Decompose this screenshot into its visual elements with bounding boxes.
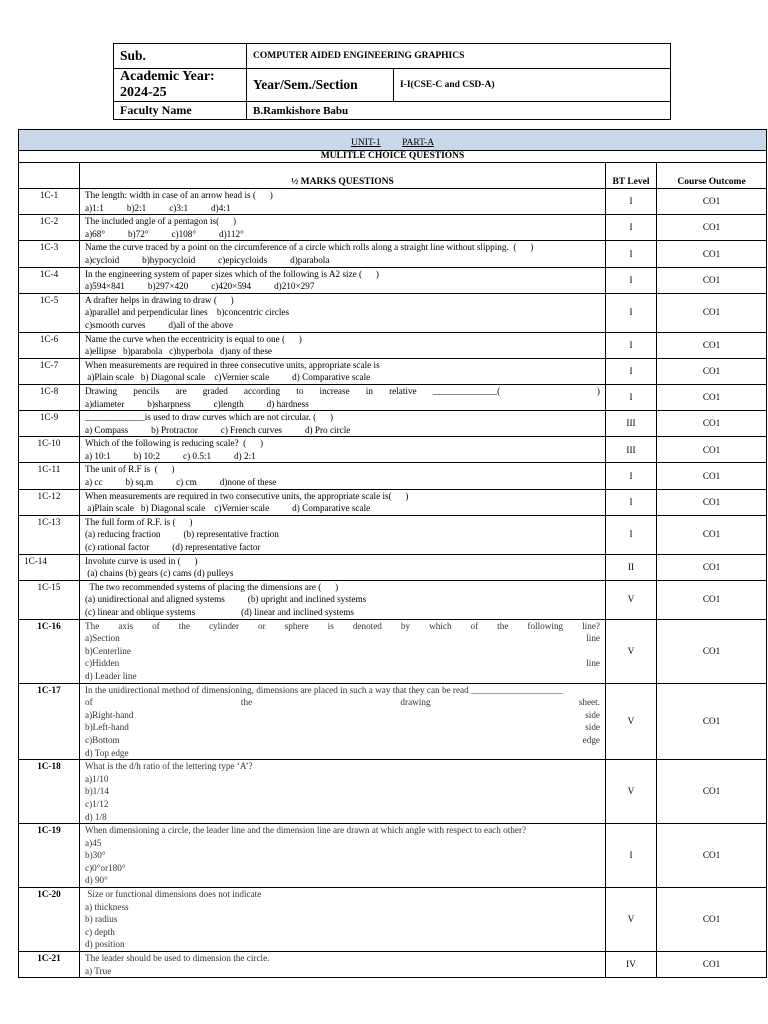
question-row [19, 888, 767, 952]
course-outcome: CO1 [657, 189, 767, 215]
question-option: c)0°or180° [85, 862, 126, 873]
course-outcome: CO1 [657, 888, 767, 952]
bt-level: II [606, 554, 657, 580]
question-stem: Name the curve when the eccentricity is equal to one ( ) [85, 333, 302, 344]
question-number: 1C-7 [19, 358, 80, 384]
question-option: (a) chains (b) gears (c) cams (d) pulleys [85, 568, 234, 579]
question-option: (c) linear and oblique systems (d) linear and inclined systems [85, 607, 354, 617]
bt-level: I [606, 293, 657, 332]
faculty-value: B.Ramkishore Babu [247, 102, 671, 120]
question-option: of the drawing sheet. [85, 697, 600, 708]
question-text [80, 437, 606, 463]
question-stem: What is the d/h ratio of the lettering type ‘A’? [85, 761, 253, 772]
bt-level: I [606, 515, 657, 554]
questions-table [18, 129, 767, 978]
course-outcome: CO1 [657, 332, 767, 358]
question-option: b) radius [85, 914, 118, 925]
col-bt-level: BT Level [606, 163, 657, 189]
question-number: 1C-2 [19, 215, 80, 241]
bt-level: V [606, 888, 657, 952]
question-number: 1C-20 [19, 888, 80, 952]
unit-label: UNIT-1 [350, 138, 381, 149]
question-stem: The leader should be used to dimension the circle. [85, 953, 270, 964]
question-option: a)cycloid b)hypocycloid c)epicycloids d)parabola [85, 254, 330, 265]
question-text [80, 215, 606, 241]
question-text [80, 489, 606, 515]
column-header-row [19, 163, 767, 189]
question-row [19, 384, 767, 410]
year-sem-label: Year/Sem./Section [247, 69, 394, 102]
question-row [19, 824, 767, 888]
question-text [80, 358, 606, 384]
question-number: 1C-1 [19, 189, 80, 215]
question-row [19, 437, 767, 463]
question-number: 1C-13 [19, 515, 80, 554]
question-row [19, 215, 767, 241]
bt-level: III [606, 411, 657, 437]
academic-year: Academic Year: 2024-25 [114, 69, 247, 102]
bt-level: V [606, 683, 657, 760]
question-row [19, 619, 767, 683]
col-number [19, 163, 80, 189]
question-option: a)Right-hand side [85, 709, 600, 720]
course-outcome: CO1 [657, 437, 767, 463]
question-option: c)1/12 [85, 798, 109, 809]
bt-level: V [606, 760, 657, 824]
question-number: 1C-21 [19, 952, 80, 978]
course-outcome: CO1 [657, 683, 767, 760]
bt-level: III [606, 437, 657, 463]
question-option: d) Leader line [85, 670, 137, 681]
question-stem: Size or functional dimensions does not indicate [85, 889, 262, 900]
question-stem: Involute curve is used in ( ) [85, 555, 198, 566]
question-stem: In the engineering system of paper sizes which of the following is A2 size ( ) [85, 268, 379, 279]
question-option: d) Top edge [85, 747, 129, 758]
course-outcome: CO1 [657, 241, 767, 267]
bt-level: IV [606, 952, 657, 978]
section-title-row [19, 151, 767, 163]
course-outcome: CO1 [657, 760, 767, 824]
question-option: c)smooth curves d)all of the above [85, 319, 233, 330]
question-text [80, 384, 606, 410]
bt-level: I [606, 332, 657, 358]
question-option: (a) reducing fraction (b) representative fraction [85, 529, 279, 540]
question-option: a)1:1 b)2:1 c)3:1 d)4:1 [85, 202, 231, 213]
question-number: 1C-16 [19, 619, 80, 683]
question-option: a)diameter b)sharpness c)length d) hardness [85, 398, 309, 409]
question-row [19, 332, 767, 358]
course-outcome: CO1 [657, 580, 767, 619]
bt-level: V [606, 580, 657, 619]
course-outcome: CO1 [657, 411, 767, 437]
question-option: c)Hidden line [85, 658, 600, 669]
question-row [19, 952, 767, 978]
question-option: c)Bottom edge [85, 734, 600, 745]
question-number: 1C-6 [19, 332, 80, 358]
question-number: 1C-3 [19, 241, 80, 267]
unit-row [19, 130, 767, 151]
col-marks: ½ MARKS QUESTIONS [80, 163, 606, 189]
question-stem: The two recommended systems of placing the dimensions are ( ) [85, 581, 339, 592]
question-stem: The axis of the cylinder or sphere is denoted by which of the following line? [85, 620, 600, 631]
question-row [19, 760, 767, 824]
course-outcome: CO1 [657, 293, 767, 332]
faculty-label: Faculty Name [114, 102, 247, 120]
question-option: (a) unidirectional and aligned systems (b) upright and inclined systems [85, 594, 367, 605]
question-stem: The full form of R.F. is ( ) [85, 516, 193, 527]
question-number: 1C-14 [19, 554, 80, 580]
question-number: 1C-8 [19, 384, 80, 410]
bt-level: I [606, 358, 657, 384]
course-outcome: CO1 [657, 554, 767, 580]
question-row [19, 554, 767, 580]
col-course-outcome: Course Outcome [657, 163, 767, 189]
question-stem: In the unidirectional method of dimensioning, dimensions are placed in such a way that they can be read ____________________ [85, 684, 563, 695]
course-outcome: CO1 [657, 824, 767, 888]
question-stem: When measurements are required in two consecutive units, the appropriate scale is( ) [85, 490, 409, 501]
question-row [19, 293, 767, 332]
question-stem: The included angle of a pentagon is( ) [85, 216, 237, 227]
question-text [80, 332, 606, 358]
question-row [19, 267, 767, 293]
course-outcome: CO1 [657, 358, 767, 384]
question-number: 1C-4 [19, 267, 80, 293]
question-option: a) cc b) sq.m c) cm d)none of these [85, 477, 277, 488]
question-option: a)594×841 b)297×420 c)420×594 d)210×297 [85, 281, 315, 292]
question-text [80, 683, 606, 760]
question-option: (c) rational factor (d) representative factor [85, 542, 261, 553]
question-option: d) 90° [85, 875, 108, 886]
question-stem: The length: width in case of an arrow head is ( ) [85, 190, 273, 200]
question-option: b)Left-hand side [85, 722, 600, 733]
question-option: b)1/14 [85, 786, 109, 797]
question-text [80, 411, 606, 437]
year-sem-value: I-I(CSE-C and CSD-A) [394, 69, 671, 102]
header-table [113, 43, 671, 120]
question-stem: A drafter helps in drawing to draw ( ) [85, 294, 234, 305]
subject-label: Sub. [114, 44, 247, 69]
question-number: 1C-11 [19, 463, 80, 489]
question-row [19, 463, 767, 489]
section-title: MULITLE CHOICE QUESTIONS [19, 151, 767, 163]
question-stem: When measurements are required in three consecutive units, appropriate scale is [85, 359, 380, 370]
question-stem: Which of the following is reducing scale? ( ) [85, 438, 264, 449]
bt-level: I [606, 824, 657, 888]
subject-value: COMPUTER AIDED ENGINEERING GRAPHICS [247, 44, 671, 69]
question-row [19, 515, 767, 554]
question-option: d) position [85, 939, 125, 950]
question-number: 1C-17 [19, 683, 80, 760]
question-text [80, 760, 606, 824]
course-outcome: CO1 [657, 515, 767, 554]
question-stem: The unit of R.F is ( ) [85, 464, 175, 475]
question-option: a)parallel and perpendicular lines b)concentric circles [85, 307, 290, 318]
question-option: a) 10:1 b) 10:2 c) 0.5:1 d) 2:1 [85, 450, 256, 461]
question-number: 1C-5 [19, 293, 80, 332]
bt-level: I [606, 215, 657, 241]
question-number: 1C-15 [19, 580, 80, 619]
question-text [80, 888, 606, 952]
question-text [80, 463, 606, 489]
course-outcome: CO1 [657, 463, 767, 489]
question-text [80, 619, 606, 683]
question-row [19, 683, 767, 760]
course-outcome: CO1 [657, 215, 767, 241]
bt-level: I [606, 384, 657, 410]
question-text [80, 515, 606, 554]
course-outcome: CO1 [657, 489, 767, 515]
bt-level: I [606, 463, 657, 489]
question-row [19, 411, 767, 437]
question-option: a)68° b)72° c)108° d)112° [85, 228, 244, 239]
bt-level: I [606, 489, 657, 515]
bt-level: I [606, 241, 657, 267]
question-option: b)Centerline [85, 645, 131, 656]
course-outcome: CO1 [657, 952, 767, 978]
question-text [80, 952, 606, 978]
question-number: 1C-12 [19, 489, 80, 515]
question-stem: _____________is used to draw curves which are not circular. ( ) [85, 412, 333, 423]
question-option: a)Plain scale b) Diagonal scale c)Vernier scale d) Comparative scale [85, 372, 371, 383]
question-option: a) True [85, 965, 112, 976]
question-text [80, 293, 606, 332]
question-option: a)1/10 [85, 773, 109, 784]
bt-level: I [606, 189, 657, 215]
course-outcome: CO1 [657, 267, 767, 293]
question-stem: When dimensioning a circle, the leader line and the dimension line are drawn at which angle with respect to each other? [85, 825, 527, 836]
part-label: PART-A [402, 138, 435, 149]
question-row [19, 489, 767, 515]
question-number: 1C-9 [19, 411, 80, 437]
question-row [19, 580, 767, 619]
question-number: 1C-10 [19, 437, 80, 463]
question-option: c) depth [85, 926, 115, 937]
course-outcome: CO1 [657, 619, 767, 683]
question-option: a)Plain scale b) Diagonal scale c)Vernier scale d) Comparative scale [85, 503, 371, 514]
question-number: 1C-18 [19, 760, 80, 824]
question-text [80, 267, 606, 293]
question-option: a) Compass b) Protractor c) French curves d) Pro circle [85, 424, 351, 435]
question-option: a)ellipse b)parabola c)hyperbola d)any of these [85, 346, 272, 357]
bt-level: I [606, 267, 657, 293]
question-stem: Name the curve traced by a point on the circumference of a circle which rolls along a straight line without slipping. ( ) [85, 242, 534, 253]
question-text [80, 824, 606, 888]
question-row [19, 189, 767, 215]
bt-level: V [606, 619, 657, 683]
question-option: d) 1/8 [85, 811, 107, 822]
question-text [80, 189, 606, 215]
question-option: a)Section line [85, 633, 600, 644]
question-option: b)30° [85, 850, 106, 861]
question-stem: Drawing pencils are graded according to increase in relative ______________( ) [85, 385, 600, 396]
question-row [19, 241, 767, 267]
question-option: a)45 [85, 837, 102, 848]
question-row [19, 358, 767, 384]
question-text [80, 580, 606, 619]
question-option: a) thickness [85, 901, 129, 912]
question-number: 1C-19 [19, 824, 80, 888]
question-text [80, 554, 606, 580]
question-text [80, 241, 606, 267]
course-outcome: CO1 [657, 384, 767, 410]
